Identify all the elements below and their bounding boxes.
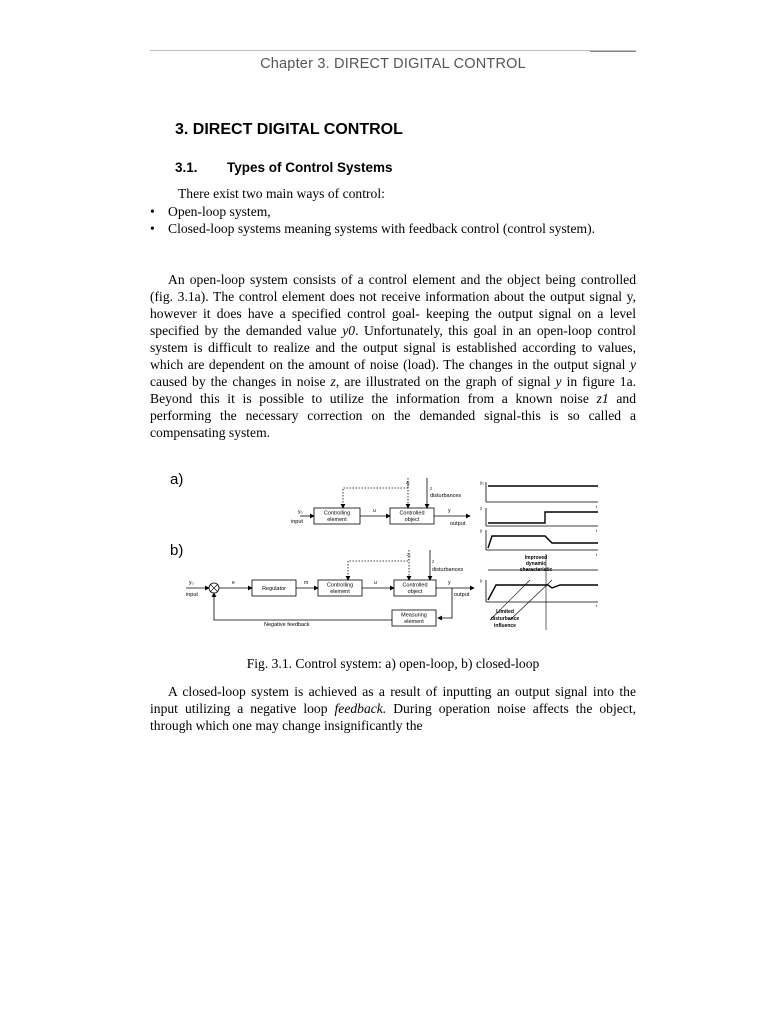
box-text: Regulator: [262, 586, 286, 592]
paragraph-text: During operation noise affects the object, through which one may change insignificantly the: [150, 701, 636, 733]
box-text: Controlling: [326, 582, 354, 589]
bullet-icon: •: [150, 204, 155, 219]
label-disturbances: disturbances: [432, 567, 464, 573]
box-text: object: [404, 517, 420, 523]
subsection-title: Types of Control Systems: [227, 160, 393, 175]
diagram-open-loop: [291, 478, 470, 527]
section-heading: [175, 121, 403, 139]
annotation-text: influence: [494, 623, 516, 629]
label-y0: y₀: [189, 580, 194, 586]
annotation-text: Limited: [496, 609, 514, 615]
label-e: e: [232, 580, 235, 586]
figure-label-a: a): [170, 471, 184, 488]
paragraph-text: A closed-loop system is achieved as a result of inputting an output signal into the input utilizing a negative loop: [150, 684, 636, 716]
paragraph-open-loop: [150, 271, 636, 441]
control-system-figure: [180, 470, 600, 640]
annotation-text: Improved: [524, 555, 548, 561]
subsection-heading: [175, 160, 393, 175]
axis-label-y: y: [480, 578, 483, 583]
annotation-text: characteristic: [519, 567, 553, 573]
label-z1: z₁: [407, 552, 411, 557]
box-text: Controlled: [399, 510, 425, 517]
bullet-text: Closed-loop systems meaning systems with feedback control (control system).: [168, 221, 595, 236]
box-text: Measuring: [401, 612, 427, 619]
box-text: Controlling: [323, 510, 351, 517]
subsection-number: 3.1.: [175, 160, 198, 175]
paragraph-text: and performing the necessary correction on the demanded signal-this is so called a compensating system.: [150, 391, 636, 440]
label-input: input: [291, 519, 303, 525]
label-output: output: [450, 521, 466, 527]
paragraph-text: . Unfortunately, this goal in an open-loop control system is difficult to realize and the output signal is established according to values, which are dependent on the amount of noise (load). The changes in the output signal: [150, 323, 636, 372]
label-u: u: [374, 580, 377, 586]
symbol-z: z: [330, 374, 336, 389]
annotation-text: dynamic: [525, 561, 547, 567]
box-text: object: [407, 589, 423, 595]
symbol-y: y: [629, 357, 636, 372]
axis-label-y: y: [480, 528, 483, 533]
label-output: output: [454, 592, 470, 598]
figure-label-b: b): [170, 542, 184, 559]
label-u: u: [373, 508, 376, 514]
bullet-list: [150, 203, 636, 237]
symbol-y: y: [555, 374, 562, 389]
symbol-z1: z1: [596, 391, 609, 406]
label-y0: y₀: [298, 509, 303, 515]
intro-text: There exist two main ways of control:: [178, 186, 385, 201]
bullet-text: Open-loop system,: [168, 204, 271, 219]
box-text: element: [327, 517, 347, 523]
bullet-icon: •: [150, 221, 155, 236]
label-z1: z₁: [406, 480, 410, 485]
box-text: element: [404, 619, 424, 625]
label-y: y: [448, 580, 451, 586]
figure-caption: Fig. 3.1. Control system: a) open-loop, b) closed-loop: [246, 656, 540, 671]
axis-label-t: t: [596, 528, 598, 533]
paragraph-text: , are illustrated on the graph of signal: [335, 374, 551, 389]
bullet-item: [150, 220, 636, 237]
axis-label-y0: y₀: [480, 480, 485, 485]
axis-label-t: t: [596, 504, 598, 509]
header-rule-accent: [590, 51, 636, 52]
header-rule: [150, 50, 636, 51]
box-text: Controlled: [402, 582, 428, 589]
paragraph-text: An open-loop system consists of a control element and the object being controlled (fig. 3.1a). The control element does not receive information about the output signal y, however it does have a specified control goal- keeping the output signal on a level specified by the demanded value: [150, 272, 636, 338]
label-y: y: [448, 508, 451, 514]
annotation-text: disturbance: [490, 616, 520, 622]
symbol-y0: y0: [342, 323, 356, 338]
paragraph-text: caused by the changes in noise: [150, 374, 326, 389]
diagram-closed-loop: [186, 550, 474, 628]
label-z: z: [430, 486, 433, 491]
label-z: z: [432, 559, 435, 564]
box-text: element: [330, 589, 350, 595]
running-header: Chapter 3. DIRECT DIGITAL CONTROL: [260, 56, 526, 72]
axis-label-t: t: [596, 603, 598, 608]
label-negative-feedback: Negative feedback: [264, 622, 310, 628]
paragraph-text: in figure 1a. Beyond this it is possible to utilize the information from a known noise: [150, 374, 637, 406]
section-number: 3.: [175, 121, 189, 138]
label-input: input: [186, 592, 198, 598]
axis-label-z: z: [480, 506, 483, 511]
bullet-item: [150, 203, 636, 220]
response-graphs: [480, 480, 598, 630]
axis-label-t: t: [596, 552, 598, 557]
section-title: DIRECT DIGITAL CONTROL: [192, 121, 403, 138]
label-disturbances: disturbances: [430, 493, 462, 499]
label-m: m: [304, 580, 309, 586]
term-feedback: feedback.: [334, 701, 387, 716]
paragraph-closed-loop: [150, 683, 636, 734]
